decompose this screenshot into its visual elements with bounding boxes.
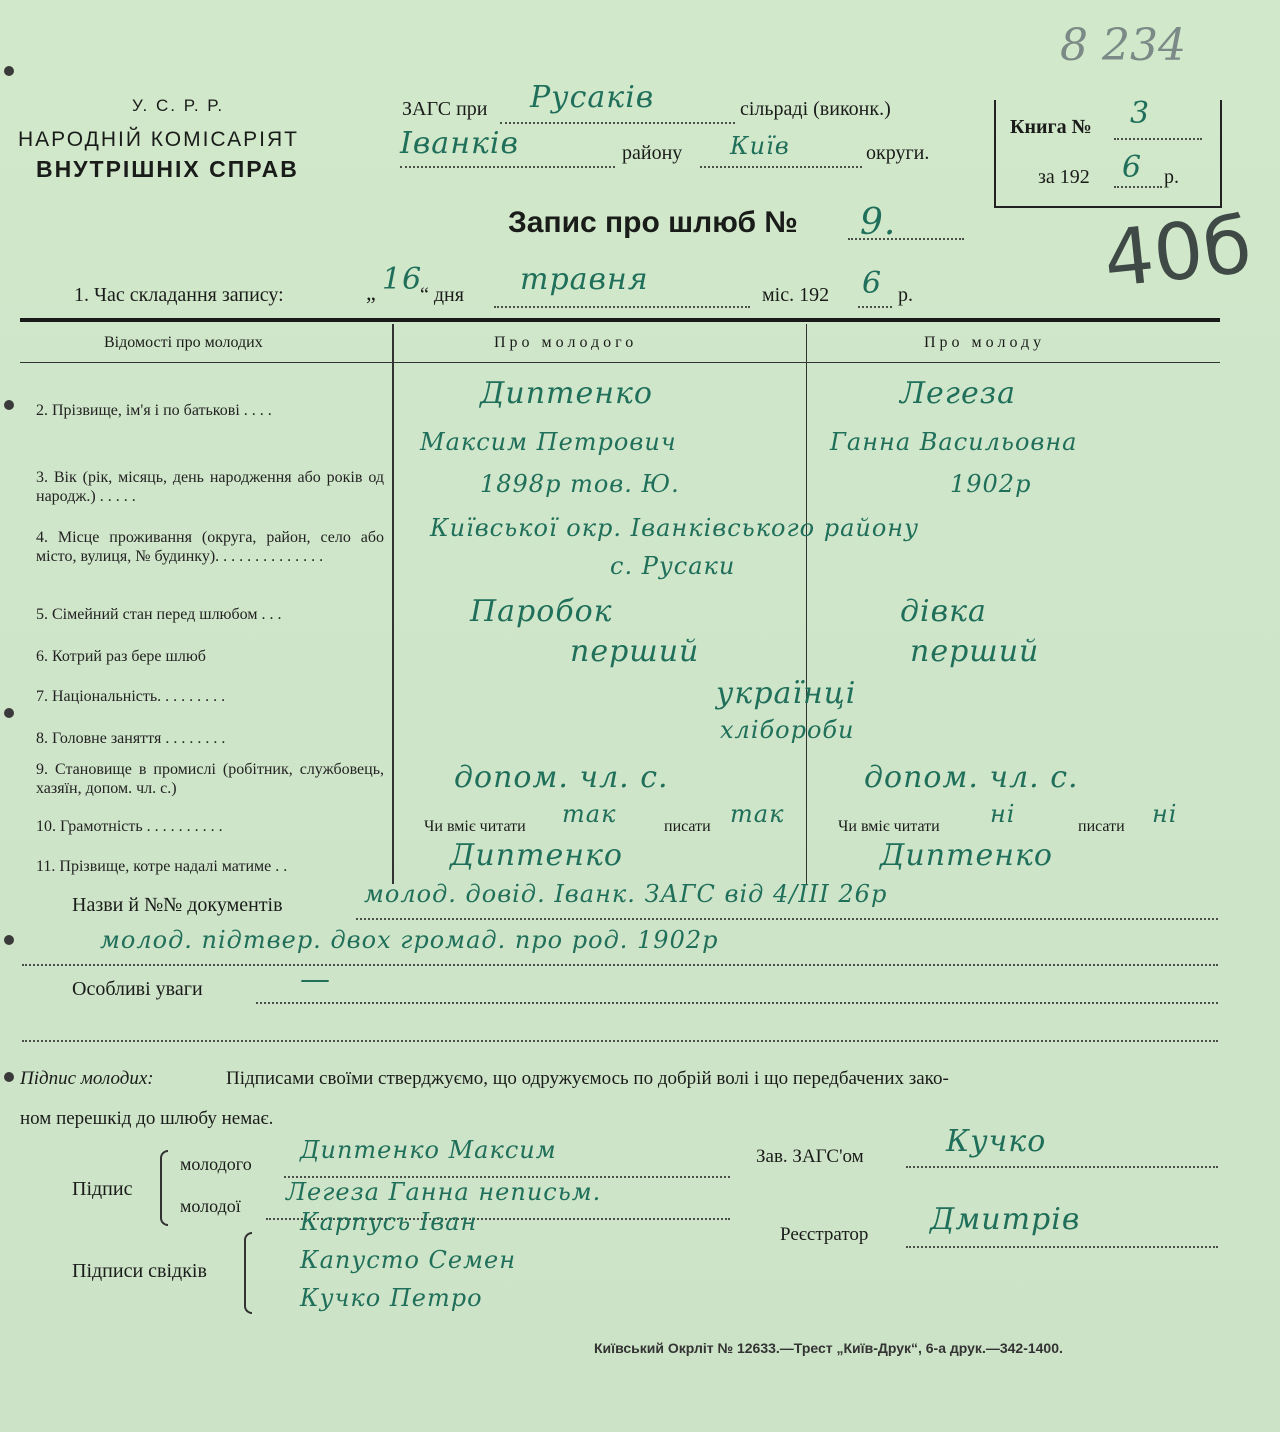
okruha-value: Київ (730, 132, 790, 160)
residence-line1: Київської окр. Іванківського району (430, 514, 920, 542)
bride-given-names: Ганна Васильовна (830, 428, 1078, 456)
head-signature: Кучко (946, 1124, 1047, 1159)
bride-age: 1902р (950, 470, 1032, 498)
row-label-marital: 5. Сімейний стан перед шлюбом . . . (36, 606, 282, 623)
row-label-marriage-count: 6. Котрий раз бере шлюб (36, 648, 206, 665)
zags-suffix: сільраді (виконк.) (740, 98, 891, 120)
registrar-label: Реєстратор (780, 1224, 869, 1245)
documents-label: Назви й №№ документів (72, 894, 283, 916)
header-bride: Про молоду (924, 334, 1046, 351)
book-year-label: за 192 (1038, 166, 1090, 188)
documents-value-line1: молод. довід. Іванк. ЗАГС від 4/ІІІ 26р (364, 880, 888, 908)
district-label: району (622, 142, 683, 164)
book-year-line (1114, 186, 1162, 188)
time-year-line (858, 306, 892, 308)
remarks-line2 (22, 1040, 1218, 1042)
table-column-divider-2 (806, 324, 807, 884)
time-year-suffix: р. (898, 284, 913, 306)
time-month-label: міс. 192 (762, 284, 830, 306)
republic-label: У. С. Р. Р. (132, 96, 225, 115)
witness-2-signature: Капусто Семен (300, 1246, 517, 1274)
groom-read-value: так (562, 800, 617, 828)
row-label-residence: 4. Місце проживання (округа, район, село або місто, вулиця, № будинку). . . . . . . . . . . . . . (36, 529, 384, 565)
bride-marital: дівка (900, 594, 987, 629)
archive-number-note: 8 234 (1060, 20, 1186, 71)
remarks-line (256, 1002, 1218, 1004)
book-label: Книга № (1010, 116, 1092, 138)
time-month-line (494, 306, 750, 308)
record-title: Запис про шлюб № (508, 206, 798, 239)
zags-prefix: ЗАГС при (402, 98, 488, 120)
registrar-signature: Дмитрів (930, 1202, 1081, 1237)
side-pencil-note: 40б (1099, 200, 1256, 306)
table-top-rule (20, 318, 1220, 322)
witness-1-signature: Карпусь Іван (300, 1208, 478, 1236)
bride-signature: Легеза Ганна неписьм. (286, 1178, 602, 1206)
bride-surname: Легеза (900, 376, 1016, 411)
bride-write-label: писати (1078, 818, 1125, 835)
okruha-label: округи. (866, 142, 930, 164)
binder-hole (4, 66, 14, 76)
bride-write-value: ні (1152, 800, 1178, 828)
signature-brace (160, 1150, 168, 1226)
bride-marriage-count: перший (910, 634, 1040, 669)
groom-age: 1898р тов. Ю. (480, 470, 680, 498)
commissariat-line2: ВНУТРІШНІХ СПРАВ (36, 156, 299, 182)
row-label-future-surname: 11. Прізвище, котре надалі матиме . . (36, 858, 288, 875)
time-open-quote: „ (366, 280, 376, 305)
okruha-line (700, 166, 862, 168)
zags-village-value: Русаків (530, 80, 655, 115)
book-year-suffix: р. (1164, 166, 1179, 188)
groom-signature: Диптенко Максим (300, 1136, 557, 1164)
row-label-name: 2. Прізвище, ім'я і по батькові . . . . (36, 402, 272, 419)
bride-signature-label: молодої (180, 1196, 241, 1216)
groom-marital: Паробок (470, 594, 613, 629)
time-day-label: “ дня (420, 284, 464, 306)
signature-label: Підпис (72, 1178, 133, 1200)
book-number-line (1114, 138, 1202, 140)
groom-marriage-count: перший (570, 634, 700, 669)
groom-position: допом. чл. с. (454, 760, 669, 795)
commissariat-line1: НАРОДНІЙ КОМІСАРІЯТ (18, 128, 299, 151)
bride-read-label: Чи вміє читати (838, 818, 940, 835)
head-label: Зав. ЗАГС'ом (756, 1146, 864, 1167)
book-year-digit: 6 (1122, 150, 1143, 185)
groom-signature-label: молодого (180, 1154, 252, 1174)
time-year-digit: 6 (862, 266, 883, 301)
binder-hole (4, 708, 14, 718)
header-info: Відомості про молодих (104, 334, 263, 351)
registrar-signature-line (906, 1246, 1218, 1248)
row-label-position: 9. Становище в промислі (робітник, службовець, хазяїн, допом. чл. с.) (36, 761, 384, 797)
time-month-value: травня (520, 262, 649, 297)
witnesses-brace (244, 1232, 252, 1314)
record-number-value: 9. (860, 202, 897, 243)
bride-position: допом. чл. с. (864, 760, 1079, 795)
printer-imprint: Київський Окрліт № 12633.—Трест „Київ-Друк“, 6-а друк.—342-1400. (594, 1340, 1063, 1356)
witness-3-signature: Кучко Петро (300, 1284, 483, 1312)
groom-given-names: Максим Петрович (420, 428, 677, 456)
residence-line2: с. Русаки (610, 552, 736, 580)
statement-prefix: Підпис молодих: (20, 1068, 154, 1089)
groom-future-surname: Диптенко (450, 838, 623, 873)
statement-text-line1: Підписами своїми стверджуємо, що одружуємось по добрій волі і що передбачених зако- (226, 1068, 949, 1089)
district-line (400, 166, 615, 168)
bride-future-surname: Диптенко (880, 838, 1053, 873)
bride-read-value: ні (990, 800, 1016, 828)
time-label: 1. Час складання запису: (74, 284, 284, 306)
documents-line2 (22, 964, 1218, 966)
time-day-value: 16 (382, 262, 423, 297)
remarks-label: Особливі уваги (72, 978, 203, 1000)
district-value: Іванків (400, 126, 519, 161)
row-label-literacy: 10. Грамотність . . . . . . . . . . (36, 818, 223, 835)
binder-hole (4, 400, 14, 410)
occupation-value: хлібороби (720, 716, 855, 744)
row-label-age: 3. Вік (рік, місяць, день народження або років од народж.) . . . . . (36, 469, 384, 505)
zags-village-line (500, 122, 735, 124)
remarks-value: — (300, 962, 331, 997)
documents-value-line2: молод. підтвер. двох громад. про род. 1902р (100, 926, 719, 954)
groom-read-label: Чи вміє читати (424, 818, 526, 835)
witnesses-label: Підписи свідків (72, 1260, 207, 1282)
table-header-rule (20, 362, 1220, 363)
nationality-value: українці (716, 676, 857, 711)
book-number-value: 3 (1130, 96, 1151, 131)
table-column-divider-1 (392, 324, 394, 884)
head-signature-line (906, 1166, 1218, 1168)
groom-write-label: писати (664, 818, 711, 835)
groom-write-value: так (730, 800, 785, 828)
documents-line1 (356, 918, 1218, 920)
header-groom: Про молодого (494, 334, 638, 351)
groom-surname: Диптенко (480, 376, 653, 411)
row-label-occupation: 8. Головне заняття . . . . . . . . (36, 730, 226, 747)
binder-hole (4, 935, 14, 945)
row-label-nationality: 7. Національність. . . . . . . . . (36, 688, 226, 705)
statement-text-line2: ном перешкід до шлюбу немає. (20, 1108, 274, 1129)
binder-hole (4, 1072, 14, 1082)
